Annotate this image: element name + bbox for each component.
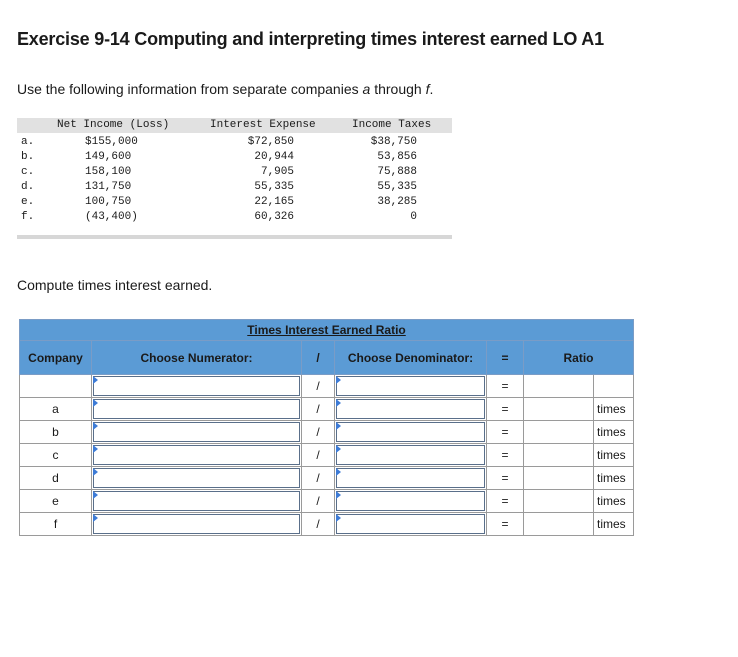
denominator-select-box[interactable]: [336, 376, 485, 396]
numerator-select-box[interactable]: [93, 491, 300, 511]
interest-expense-value: 22,165: [254, 196, 294, 208]
income-taxes-value: 53,856: [377, 151, 417, 163]
numerator-select[interactable]: [92, 398, 302, 421]
denominator-select[interactable]: [335, 421, 487, 444]
ratio-input[interactable]: [524, 444, 594, 467]
denominator-select-box[interactable]: [336, 468, 485, 488]
net-income-value: (43,400): [85, 211, 138, 223]
answer-row: [20, 490, 634, 513]
intro-range-end: f: [425, 81, 430, 97]
interest-expense-value: 7,905: [260, 166, 294, 178]
ratio-unit: times: [594, 490, 634, 513]
dropdown-indicator-icon: [336, 399, 341, 407]
equals-sign: =: [487, 398, 524, 421]
header-company: Company: [20, 341, 92, 375]
header-ratio: Ratio: [524, 341, 634, 375]
numerator-select[interactable]: [92, 513, 302, 536]
given-data-table: [17, 118, 452, 239]
dropdown-indicator-icon: [336, 468, 341, 476]
income-taxes-value: 55,335: [377, 181, 417, 193]
answer-row: [20, 467, 634, 490]
numerator-select[interactable]: [92, 375, 302, 398]
denominator-select-box[interactable]: [336, 445, 485, 465]
ratio-input[interactable]: [524, 467, 594, 490]
intro-range-start: a: [362, 81, 371, 97]
ratio-input[interactable]: [524, 513, 594, 536]
answer-row: [20, 444, 634, 467]
answer-body: [20, 375, 634, 536]
equals-sign: =: [487, 444, 524, 467]
company-cell: f: [20, 513, 92, 536]
dropdown-indicator-icon: [336, 445, 341, 453]
income-taxes-value: 0: [410, 211, 417, 223]
header-numerator: Choose Numerator:: [92, 341, 302, 375]
company-cell: [20, 375, 92, 398]
divide-sign: /: [302, 398, 335, 421]
numerator-select[interactable]: [92, 490, 302, 513]
ratio-input[interactable]: [524, 398, 594, 421]
divide-sign: /: [302, 375, 335, 398]
interest-expense-value: 20,944: [254, 151, 294, 163]
divide-sign: /: [302, 490, 335, 513]
answer-row: [20, 513, 634, 536]
net-income-value: $155,000: [85, 136, 138, 148]
answer-row: [20, 375, 634, 398]
dropdown-indicator-icon: [336, 514, 341, 522]
denominator-select[interactable]: [335, 490, 487, 513]
dropdown-indicator-icon: [93, 445, 98, 453]
intro-middle: through: [370, 81, 426, 97]
exercise-title: Exercise 9-14 Computing and interpreting times interest earned LO A1: [17, 29, 604, 49]
divide-sign: /: [302, 513, 335, 536]
ratio-unit: times: [594, 467, 634, 490]
interest-expense-value: $72,850: [247, 136, 294, 148]
numerator-select-box[interactable]: [93, 445, 300, 465]
divide-sign: /: [302, 444, 335, 467]
numerator-select-box[interactable]: [93, 468, 300, 488]
intro-after: .: [429, 81, 434, 97]
answer-row: [20, 398, 634, 421]
dropdown-indicator-icon: [93, 422, 98, 430]
denominator-select[interactable]: [335, 375, 487, 398]
dropdown-indicator-icon: [93, 376, 98, 384]
compute-instruction: Compute times interest earned.: [17, 277, 213, 293]
ratio-unit: times: [594, 398, 634, 421]
divide-sign: /: [302, 467, 335, 490]
row-label: b.: [21, 151, 35, 163]
row-label: e.: [21, 196, 35, 208]
numerator-select[interactable]: [92, 421, 302, 444]
net-income-value: 100,750: [85, 196, 132, 208]
numerator-select-box[interactable]: [93, 376, 300, 396]
income-taxes-value: $38,750: [370, 136, 417, 148]
ratio-unit: times: [594, 421, 634, 444]
ratio-unit: times: [594, 444, 634, 467]
numerator-select-box[interactable]: [93, 399, 300, 419]
given-header-row: [17, 118, 452, 133]
answer-caption: Times Interest Earned Ratio: [20, 320, 634, 341]
numerator-select[interactable]: [92, 467, 302, 490]
dropdown-indicator-icon: [93, 514, 98, 522]
denominator-select-box[interactable]: [336, 514, 485, 534]
header-income-taxes: Income Taxes: [352, 119, 432, 131]
intro-text: [17, 81, 433, 97]
given-bottom-bar: [17, 235, 452, 239]
net-income-value: 149,600: [85, 151, 132, 163]
company-cell: e: [20, 490, 92, 513]
net-income-value: 158,100: [85, 166, 132, 178]
denominator-select[interactable]: [335, 444, 487, 467]
dropdown-indicator-icon: [336, 491, 341, 499]
dropdown-indicator-icon: [93, 399, 98, 407]
header-interest-expense: Interest Expense: [210, 119, 316, 131]
equals-sign: =: [487, 490, 524, 513]
ratio-input[interactable]: [524, 490, 594, 513]
denominator-select-box[interactable]: [336, 422, 485, 442]
company-cell: b: [20, 421, 92, 444]
denominator-select[interactable]: [335, 467, 487, 490]
row-label: f.: [21, 211, 35, 223]
row-label: c.: [21, 166, 35, 178]
ratio-input[interactable]: [524, 421, 594, 444]
denominator-select[interactable]: [335, 513, 487, 536]
denominator-select-box[interactable]: [336, 399, 485, 419]
row-label: a.: [21, 136, 35, 148]
dropdown-indicator-icon: [336, 422, 341, 430]
equals-sign: =: [487, 421, 524, 444]
equals-sign: =: [487, 467, 524, 490]
numerator-select[interactable]: [92, 444, 302, 467]
ratio-unit: [594, 375, 634, 398]
answer-row: [20, 421, 634, 444]
divide-sign: /: [302, 421, 335, 444]
company-cell: d: [20, 467, 92, 490]
dropdown-indicator-icon: [93, 491, 98, 499]
row-label: d.: [21, 181, 35, 193]
answer-table: [19, 319, 634, 536]
company-cell: a: [20, 398, 92, 421]
intro-before: Use the following information from separate companies: [17, 81, 363, 97]
denominator-select[interactable]: [335, 398, 487, 421]
ratio-input: [524, 375, 594, 398]
numerator-select-box[interactable]: [93, 422, 300, 442]
dropdown-indicator-icon: [93, 468, 98, 476]
income-taxes-value: 75,888: [377, 166, 417, 178]
interest-expense-value: 60,326: [254, 211, 294, 223]
header-denominator: Choose Denominator:: [335, 341, 487, 375]
net-income-value: 131,750: [85, 181, 132, 193]
equals-sign: =: [487, 513, 524, 536]
numerator-select-box[interactable]: [93, 514, 300, 534]
equals-sign: =: [487, 375, 524, 398]
company-cell: c: [20, 444, 92, 467]
ratio-unit: times: [594, 513, 634, 536]
income-taxes-value: 38,285: [377, 196, 417, 208]
header-divide: /: [302, 341, 335, 375]
denominator-select-box[interactable]: [336, 491, 485, 511]
header-net-income: Net Income (Loss): [57, 119, 170, 131]
dropdown-indicator-icon: [336, 376, 341, 384]
header-equals: =: [487, 341, 524, 375]
given-body: [17, 133, 452, 235]
interest-expense-value: 55,335: [254, 181, 294, 193]
